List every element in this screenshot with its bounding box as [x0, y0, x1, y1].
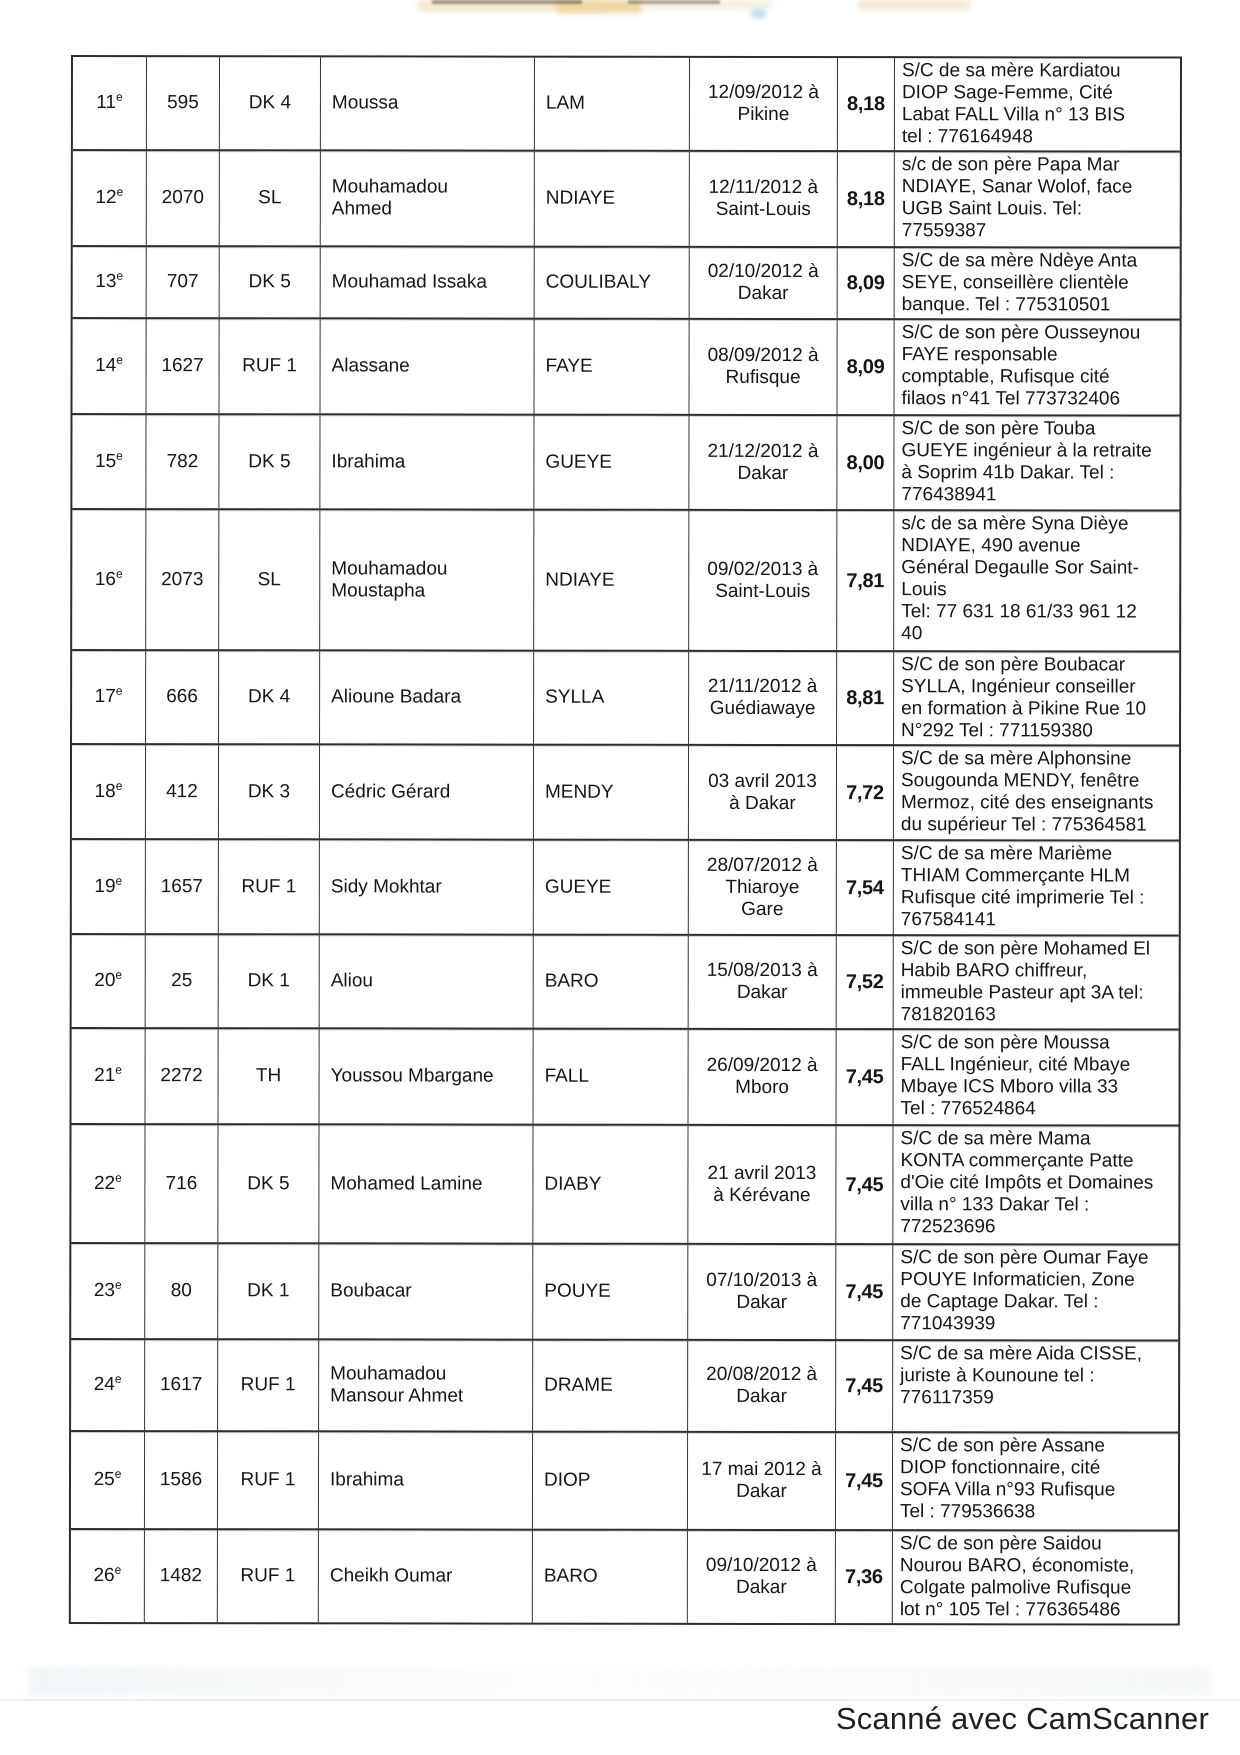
rank-value: 18e: [94, 778, 123, 802]
birth-date-place-cell: 17 mai 2012 à Dakar: [688, 1433, 836, 1529]
score-cell: 7,54: [837, 841, 894, 934]
guardian-contact-cell: S/C de sa mère Alphonsine Sougounda MENDY, fenêtre Mermoz, cité des enseignants du supérieur Tel : 775364581: [900, 748, 1154, 836]
center-code-cell: TH: [219, 1029, 320, 1123]
rank-cell: [71, 1340, 145, 1430]
first-name-cell: Moussa: [321, 57, 535, 149]
birth-date-place-cell: 07/10/2013 à Dakar: [688, 1245, 836, 1339]
table-row: [73, 151, 1180, 249]
rank-ordinal-suffix: e: [116, 448, 123, 463]
center-code-cell: DK 1: [219, 935, 320, 1027]
first-name-cell: Youssou Mbargane: [320, 1029, 534, 1123]
first-name-cell: Boubacar: [319, 1244, 533, 1338]
rank-ordinal-suffix: e: [115, 1170, 122, 1185]
candidate-number-cell: 1482: [145, 1530, 218, 1622]
rank-value: 12e: [95, 184, 124, 209]
first-name-cell: Mouhamadou Mansour Ahmet: [319, 1340, 533, 1430]
candidate-number-cell: 80: [145, 1244, 218, 1338]
scan-artifact: [556, 0, 642, 13]
birth-date-place-cell: 08/09/2012 à Rufisque: [689, 320, 837, 414]
rank-value: 22e: [93, 1170, 122, 1194]
rank-ordinal-suffix: e: [116, 268, 124, 283]
rank-ordinal-suffix: e: [115, 89, 123, 104]
rank-cell: [72, 935, 146, 1027]
birth-date-place-cell: 26/09/2012 à Mboro: [689, 1030, 837, 1124]
last-name-cell: BARO: [534, 936, 689, 1028]
score-cell: 7,52: [837, 936, 894, 1028]
birth-date-place-cell: 20/08/2012 à Dakar: [688, 1341, 836, 1431]
center-code-cell: DK 3: [219, 745, 320, 838]
rank-cell: [71, 1530, 145, 1622]
last-name-cell: GUEYE: [534, 841, 689, 934]
score-cell: 7,45: [836, 1126, 893, 1243]
rank-cell: [73, 247, 147, 317]
center-code-cell: DK 5: [220, 247, 321, 317]
last-name-cell: MENDY: [534, 746, 689, 839]
birth-date-place-cell: 21/11/2012 à Guédiawaye: [689, 652, 837, 744]
rank-value: 16e: [94, 566, 123, 590]
score-cell: 8,00: [837, 416, 894, 509]
rank-ordinal-suffix: e: [115, 873, 123, 888]
guardian-contact-cell: S/C de son père Oumar Faye POUYE Informaticien, Zone de Captage Dakar. Tel : 771043939: [900, 1247, 1149, 1335]
first-name-cell: Aliou: [320, 935, 534, 1027]
rank-ordinal-suffix: e: [115, 778, 123, 793]
candidate-number-cell: 716: [145, 1125, 218, 1242]
center-code-cell: SL: [220, 151, 321, 245]
guardian-contact-cell: S/C de sa mère Marième THIAM Commerçante HLM Rufisque cité imprimerie Tel : 767584141: [900, 843, 1145, 931]
candidate-number-cell: 2272: [146, 1029, 219, 1123]
last-name-cell: COULIBALY: [535, 248, 690, 318]
rank-value: 11e: [96, 89, 123, 114]
first-name-cell: Mouhamadou Moustapha: [320, 510, 534, 649]
rank-ordinal-suffix: e: [115, 566, 123, 581]
table-row: [72, 1029, 1179, 1127]
rank-cell: [73, 151, 147, 245]
scan-artifact: [642, 0, 772, 9]
candidate-number-cell: 595: [147, 57, 220, 149]
guardian-contact-cell: S/C de sa mère Aida CISSE, juriste à Kounoune tel : 776117359: [900, 1343, 1143, 1409]
score-cell: 7,72: [837, 746, 894, 839]
center-code-cell: RUF 1: [220, 319, 321, 413]
center-code-cell: RUF 1: [219, 840, 320, 933]
rank-value: 25e: [93, 1466, 122, 1491]
birth-date-place-cell: 21 avril 2013 à Kérévane: [688, 1126, 836, 1243]
scan-artifact: [432, 0, 582, 4]
rank-value: 17e: [94, 683, 123, 708]
scan-artifact: [858, 0, 970, 10]
rank-ordinal-suffix: e: [114, 1466, 122, 1481]
guardian-contact-cell: S/C de sa mère Kardiatou DIOP Sage-Femme, Cité Labat FALL Villa n° 13 BIS tel : 776164948: [901, 60, 1126, 148]
table-row: [71, 1530, 1178, 1624]
last-name-cell: BARO: [533, 1531, 688, 1623]
birth-date-place-cell: 12/11/2012 à Saint-Louis: [690, 152, 838, 246]
birth-date-place-cell: 02/10/2012 à Dakar: [690, 248, 838, 318]
score-cell: 7,45: [836, 1245, 893, 1339]
rank-value: 14e: [95, 352, 123, 377]
center-code-cell: DK 5: [218, 1125, 319, 1242]
rank-cell: [73, 319, 147, 413]
candidate-number-cell: 25: [146, 935, 219, 1027]
guardian-contact-cell: S/C de son père Ousseynou FAYE responsable comptable, Rufisque cité filaos n°41 Tel 773732406: [901, 322, 1141, 410]
last-name-cell: POUYE: [533, 1245, 688, 1339]
candidate-number-cell: 2070: [147, 151, 220, 245]
table-row: [73, 57, 1180, 153]
rank-ordinal-suffix: e: [115, 1062, 122, 1077]
rank-cell: [72, 1029, 146, 1123]
last-name-cell: GUEYE: [534, 416, 689, 509]
score-cell: 7,45: [836, 1341, 893, 1431]
center-code-cell: RUF 1: [218, 1340, 319, 1430]
guardian-contact-cell: s/c de son père Papa Mar NDIAYE, Sanar Wolof, face UGB Saint Louis. Tel: 77559387: [901, 154, 1133, 242]
camscanner-credit: Scanné avec CamScanner: [835, 1701, 1209, 1736]
candidate-number-cell: 412: [146, 745, 219, 838]
birth-date-place-cell: 03 avril 2013 à Dakar: [689, 746, 837, 839]
last-name-cell: FAYE: [534, 320, 689, 414]
score-cell: 7,81: [837, 511, 894, 650]
score-cell: 8,09: [837, 320, 894, 414]
scan-artifact: [628, 0, 720, 4]
rank-ordinal-suffix: e: [115, 967, 123, 982]
first-name-cell: Alioune Badara: [320, 651, 534, 743]
rank-ordinal-suffix: e: [116, 352, 123, 367]
rank-cell: [72, 510, 146, 649]
center-code-cell: DK 5: [219, 415, 320, 508]
ranking-table: [69, 55, 1182, 1626]
rank-cell: [72, 840, 146, 933]
birth-date-place-cell: 09/02/2013 à Saint-Louis: [689, 511, 837, 650]
table-row: [72, 651, 1179, 747]
center-code-cell: DK 4: [219, 651, 320, 743]
center-code-cell: SL: [219, 510, 320, 649]
center-code-cell: DK 1: [218, 1244, 319, 1338]
last-name-cell: SYLLA: [534, 652, 689, 744]
rank-ordinal-suffix: e: [114, 1371, 122, 1386]
scan-footer-band: [28, 1666, 1212, 1696]
first-name-cell: Mouhamadou Ahmed: [321, 151, 535, 245]
score-cell: 8,09: [838, 248, 895, 318]
first-name-cell: Cheikh Oumar: [319, 1530, 533, 1622]
rank-ordinal-suffix: e: [114, 1277, 122, 1292]
birth-date-place-cell: 21/12/2012 à Dakar: [689, 416, 837, 509]
birth-date-place-cell: 09/10/2012 à Dakar: [688, 1531, 836, 1623]
guardian-contact-cell: S/C de son père Mohamed El Habib BARO chiffreur, immeuble Pasteur apt 3A tel: 781820163: [900, 938, 1151, 1026]
score-cell: 8,81: [837, 652, 894, 744]
rank-ordinal-suffix: e: [114, 1562, 122, 1577]
candidate-number-cell: 707: [147, 247, 220, 317]
guardian-contact-cell: S/C de sa mère Mama KONTA commerçante Patte d'Oie cité Impôts et Domaines villa n° 133 Dakar Tel : 772523696: [900, 1128, 1154, 1238]
rank-cell: [73, 57, 147, 149]
table-row: [72, 745, 1179, 842]
guardian-contact-cell: s/c de sa mère Syna Dièye NDIAYE, 490 avenue Général Degaulle Sor Saint- Louis Tel: 77 631 18 61/33 961 12 40: [901, 513, 1139, 645]
rank-value: 20e: [94, 967, 123, 992]
birth-date-place-cell: 12/09/2012 à Pikine: [690, 58, 838, 150]
rank-ordinal-suffix: e: [116, 184, 124, 199]
table-row: [72, 840, 1179, 937]
last-name-cell: NDIAYE: [534, 511, 689, 650]
last-name-cell: FALL: [534, 1030, 689, 1124]
table-row: [73, 247, 1180, 321]
rank-value: 21e: [94, 1062, 122, 1087]
rank-cell: [71, 1244, 145, 1338]
birth-date-place-cell: 28/07/2012 à Thiaroye Gare: [689, 841, 837, 934]
first-name-cell: Mouhamad Issaka: [321, 247, 535, 317]
table-row: [71, 1432, 1178, 1532]
rank-value: 24e: [93, 1371, 122, 1396]
guardian-contact-cell: S/C de son père Touba GUEYE ingénieur à la retraite à Soprim 41b Dakar. Tel : 776438941: [901, 418, 1152, 506]
candidate-number-cell: 2073: [146, 510, 219, 649]
rank-cell: [71, 1432, 145, 1528]
table-row: [72, 415, 1179, 512]
first-name-cell: Ibrahima: [319, 1432, 533, 1528]
center-code-cell: DK 4: [220, 57, 321, 149]
first-name-cell: Mohamed Lamine: [319, 1125, 533, 1242]
rank-cell: [72, 745, 146, 838]
first-name-cell: Sidy Mokhtar: [320, 840, 534, 933]
score-cell: 7,45: [837, 1030, 894, 1124]
birth-date-place-cell: 15/08/2013 à Dakar: [689, 936, 837, 1028]
candidate-number-cell: 782: [146, 415, 219, 508]
scan-artifact: [750, 8, 767, 19]
candidate-number-cell: 666: [146, 651, 219, 743]
rank-value: 19e: [94, 873, 123, 897]
rank-cell: [72, 651, 146, 743]
first-name-cell: Ibrahima: [320, 415, 534, 508]
candidate-number-cell: 1657: [146, 840, 219, 933]
score-cell: 8,18: [838, 58, 895, 150]
rank-ordinal-suffix: e: [115, 683, 123, 698]
rank-cell: [71, 1125, 145, 1242]
table-row: [71, 1340, 1178, 1434]
last-name-cell: NDIAYE: [535, 152, 690, 246]
table-row: [72, 510, 1179, 653]
guardian-contact-cell: S/C de sa mère Ndèye Anta SEYE, conseillère clientèle banque. Tel : 775310501: [901, 250, 1138, 316]
guardian-contact-cell: S/C de son père Assane DIOP fonctionnaire, cité SOFA Villa n°93 Rufisque Tel : 779536638: [899, 1435, 1116, 1523]
rank-value: 13e: [95, 268, 124, 293]
candidate-number-cell: 1617: [145, 1340, 218, 1430]
rank-value: 26e: [93, 1562, 122, 1587]
table-row: [71, 1125, 1178, 1246]
rank-value: 23e: [93, 1277, 122, 1302]
score-cell: 8,18: [838, 152, 895, 246]
center-code-cell: RUF 1: [218, 1432, 319, 1528]
last-name-cell: DIABY: [533, 1126, 688, 1243]
score-cell: 7,36: [836, 1531, 893, 1623]
last-name-cell: DIOP: [533, 1433, 688, 1529]
center-code-cell: RUF 1: [218, 1530, 319, 1622]
rank-cell: [72, 415, 146, 508]
guardian-contact-cell: S/C de son père Moussa FALL Ingénieur, cité Mbaye Mbaye ICS Mboro villa 33 Tel : 776524864: [900, 1032, 1131, 1120]
table-row: [71, 1244, 1178, 1342]
guardian-contact-cell: S/C de son père Boubacar SYLLA, Ingénieur conseiller en formation à Pikine Rue 10 N°292 Tel : 771159380: [901, 654, 1147, 742]
table-row: [72, 935, 1179, 1031]
candidate-number-cell: 1586: [145, 1432, 218, 1528]
guardian-contact-cell: S/C de son père Saidou Nourou BARO, économiste, Colgate palmolive Rufisque lot n° 105 Tel : 776365486: [899, 1533, 1135, 1621]
last-name-cell: DRAME: [533, 1341, 688, 1431]
first-name-cell: Alassane: [320, 319, 534, 413]
first-name-cell: Cédric Gérard: [320, 745, 534, 838]
last-name-cell: LAM: [535, 58, 690, 150]
candidate-number-cell: 1627: [147, 319, 220, 413]
rank-value: 15e: [94, 448, 123, 472]
score-cell: 7,45: [836, 1433, 893, 1529]
table-row: [72, 319, 1179, 417]
scan-artifact: [418, 0, 603, 11]
